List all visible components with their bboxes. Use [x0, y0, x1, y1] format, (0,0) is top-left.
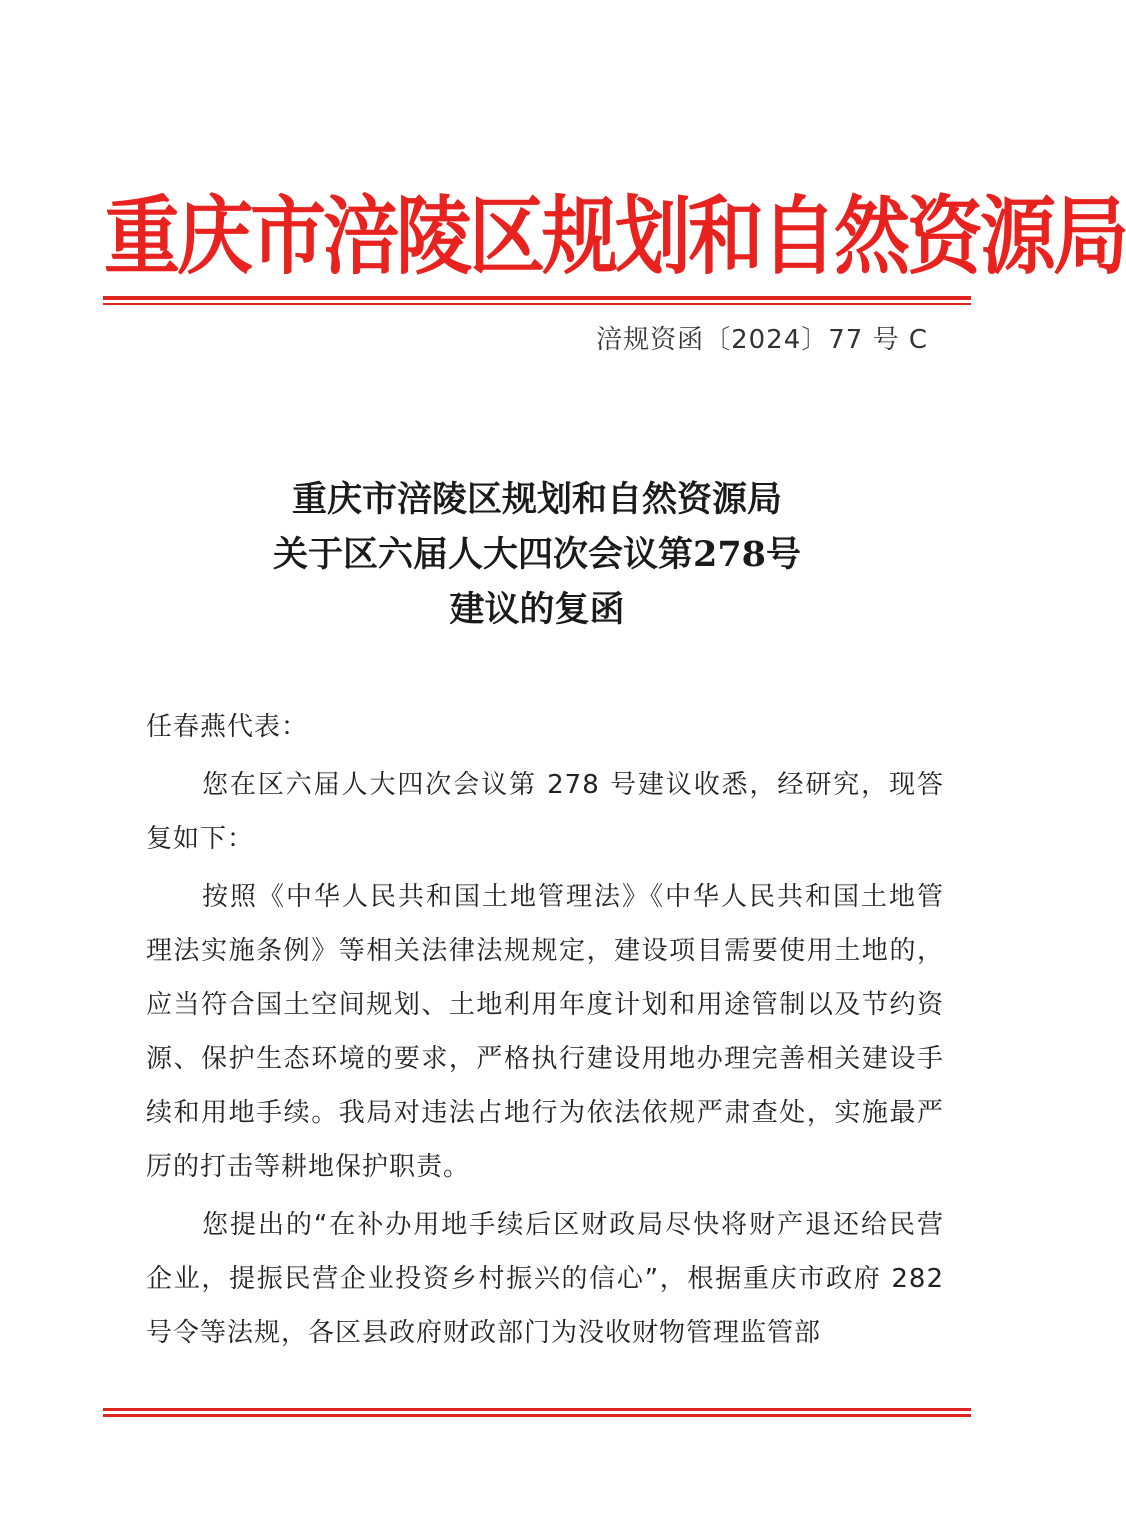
footer-divider-bottom [103, 1414, 971, 1417]
document-title [104, 472, 970, 637]
title-line-1: 重庆市涪陵区规划和自然资源局 [291, 479, 782, 520]
title-line-3: 建议的复函 [449, 589, 625, 630]
body-paragraph: 您在区六届人大四次会议第 278 号建议收悉，经研究，现答复如下： [146, 770, 944, 854]
letterhead [104, 178, 1126, 296]
salutation: 任春燕代表： [146, 712, 309, 742]
body-paragraph: 您提出的“在补办用地手续后区财政局尽快将财产退还给民营企业，提振民营企业投资乡村振兴的信心”，根据重庆市政府 282 号令等法规，各区县政府财政部门为没收财物管理监管部 [146, 1210, 944, 1348]
letterhead-divider-thick [103, 296, 971, 300]
letterhead-agency-name: 重庆市涪陵区规划和自然资源局 [104, 186, 1126, 287]
title-line-2: 关于区六届人大四次会议第278号 [272, 534, 802, 575]
document-body [146, 700, 944, 1364]
body-paragraph: 按照《中华人民共和国土地管理法》《中华人民共和国土地管理法实施条例》等相关法律法规规定，建设项目需要使用土地的，应当符合国土空间规划、土地利用年度计划和用途管制以及节约资源、保护生态环境的要求，严格执行建设用地办理完善相关建设手续和用地手续。我局对违法占地行为依法依规严肃查处，实施最严厉的打击等耕地保护职责。 [146, 882, 944, 1182]
letterhead-divider-thin [103, 303, 971, 305]
footer-divider-top [103, 1408, 971, 1411]
document-number: 涪规资函〔2024〕77 号 C [596, 325, 928, 355]
